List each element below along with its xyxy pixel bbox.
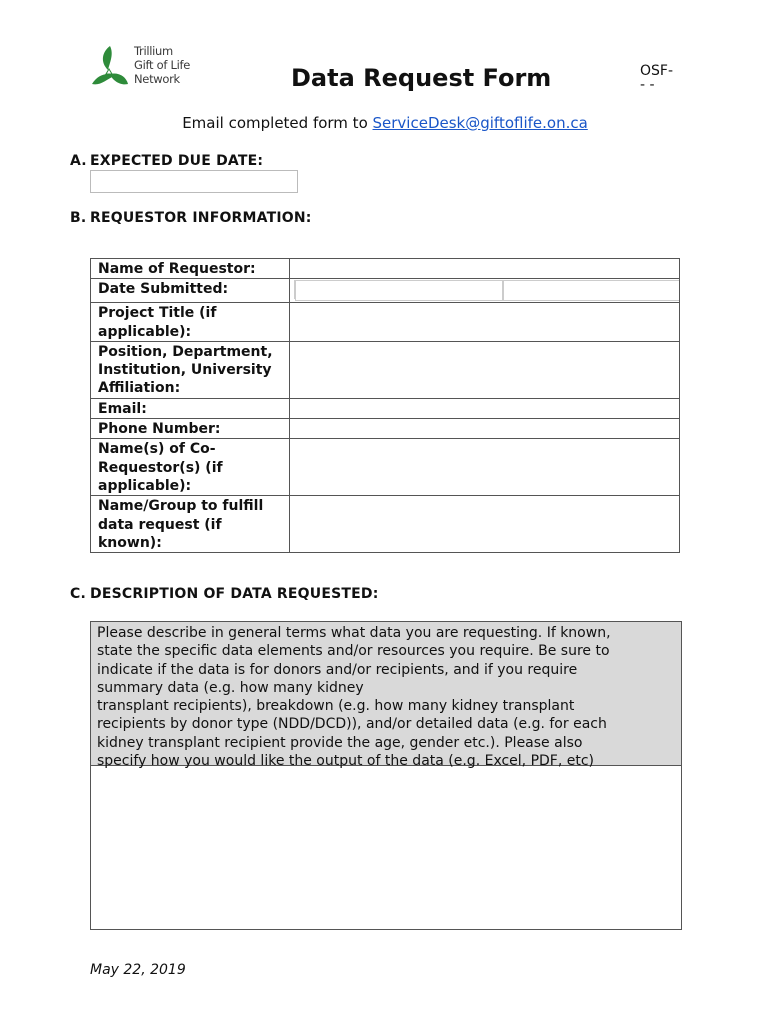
data-description-input[interactable] [91, 766, 681, 926]
section-b-title: REQUESTOR INFORMATION: [90, 210, 312, 226]
table-row [91, 259, 680, 279]
table-row [91, 303, 680, 342]
table-row [91, 496, 680, 553]
requestor-name-field[interactable] [290, 259, 680, 279]
phone-number-label: Phone Number: [91, 419, 290, 439]
trillium-logo-icon [88, 44, 132, 92]
section-a-letter: A. [70, 153, 87, 169]
email-label: Email: [91, 398, 290, 418]
table-row [91, 419, 680, 439]
description-line: summary data (e.g. how many kidney [97, 679, 364, 696]
footer-date: May 22, 2019 [90, 962, 186, 978]
description-line: state the specific data elements and/or resources you require. Be sure to [97, 643, 610, 660]
form-code-line-2: - - [640, 77, 655, 93]
section-c-letter: C. [70, 586, 86, 602]
table-row [91, 398, 680, 418]
project-title-label: Project Title (if applicable): [91, 303, 290, 342]
email-instruction [0, 114, 770, 132]
section-c-heading [70, 586, 379, 602]
co-requestor-field[interactable] [290, 439, 680, 496]
section-a-heading [70, 153, 263, 169]
description-line: transplant recipients), breakdown (e.g. how many kidney transplant [97, 698, 575, 715]
affiliation-field[interactable] [290, 341, 680, 398]
email-field[interactable] [290, 398, 680, 418]
description-instructions [91, 622, 681, 770]
logo-line-2: Gift of Life [134, 58, 190, 72]
description-line: Please describe in general terms what data you are requesting. If known, [97, 625, 611, 641]
section-b-heading [70, 210, 312, 226]
table-row [91, 439, 680, 496]
project-title-field[interactable] [290, 303, 680, 342]
requestor-table [90, 258, 680, 553]
co-requestor-label: Name(s) of Co-Requestor(s) (if applicable): [91, 439, 290, 496]
expected-due-date-field[interactable] [90, 170, 298, 193]
trillium-logo [88, 44, 198, 94]
logo-line-1: Trillium [134, 44, 173, 58]
description-line: kidney transplant recipient provide the age, gender etc.). Please also [97, 734, 583, 751]
date-submitted-part-1[interactable] [295, 280, 503, 301]
form-code-line-1: OSF- [640, 63, 674, 79]
table-row [91, 279, 680, 303]
service-desk-email-link[interactable]: ServiceDesk@giftoflife.on.ca [372, 114, 588, 132]
affiliation-label: Position, Department, Institution, University Affiliation: [91, 341, 290, 398]
date-submitted-label: Date Submitted: [91, 279, 290, 303]
description-line: recipients by donor type (NDD/DCD)), and/or detailed data (e.g. for each [97, 716, 607, 733]
date-submitted-field[interactable] [290, 279, 680, 303]
requestor-name-label: Name of Requestor: [91, 259, 290, 279]
date-submitted-part-2[interactable] [503, 280, 679, 301]
page-title: Data Request Form [291, 64, 552, 92]
data-description-box [90, 621, 682, 930]
section-a-title: EXPECTED DUE DATE: [90, 153, 264, 169]
description-line: specify how you would like the output of the data (e.g. Excel, PDF, etc) [97, 753, 595, 770]
section-b-letter: B. [70, 210, 87, 226]
email-prefix: Email completed form to [182, 114, 373, 132]
fulfilling-group-field[interactable] [290, 496, 680, 553]
table-row [91, 341, 680, 398]
form-code [640, 64, 673, 92]
logo-line-3: Network [134, 72, 180, 86]
section-c-title: DESCRIPTION OF DATA REQUESTED: [90, 586, 379, 602]
description-line: indicate if the data is for donors and/or recipients, and if you require [97, 661, 578, 678]
phone-number-field[interactable] [290, 419, 680, 439]
fulfilling-group-label: Name/Group to fulfill data request (if known): [91, 496, 290, 553]
